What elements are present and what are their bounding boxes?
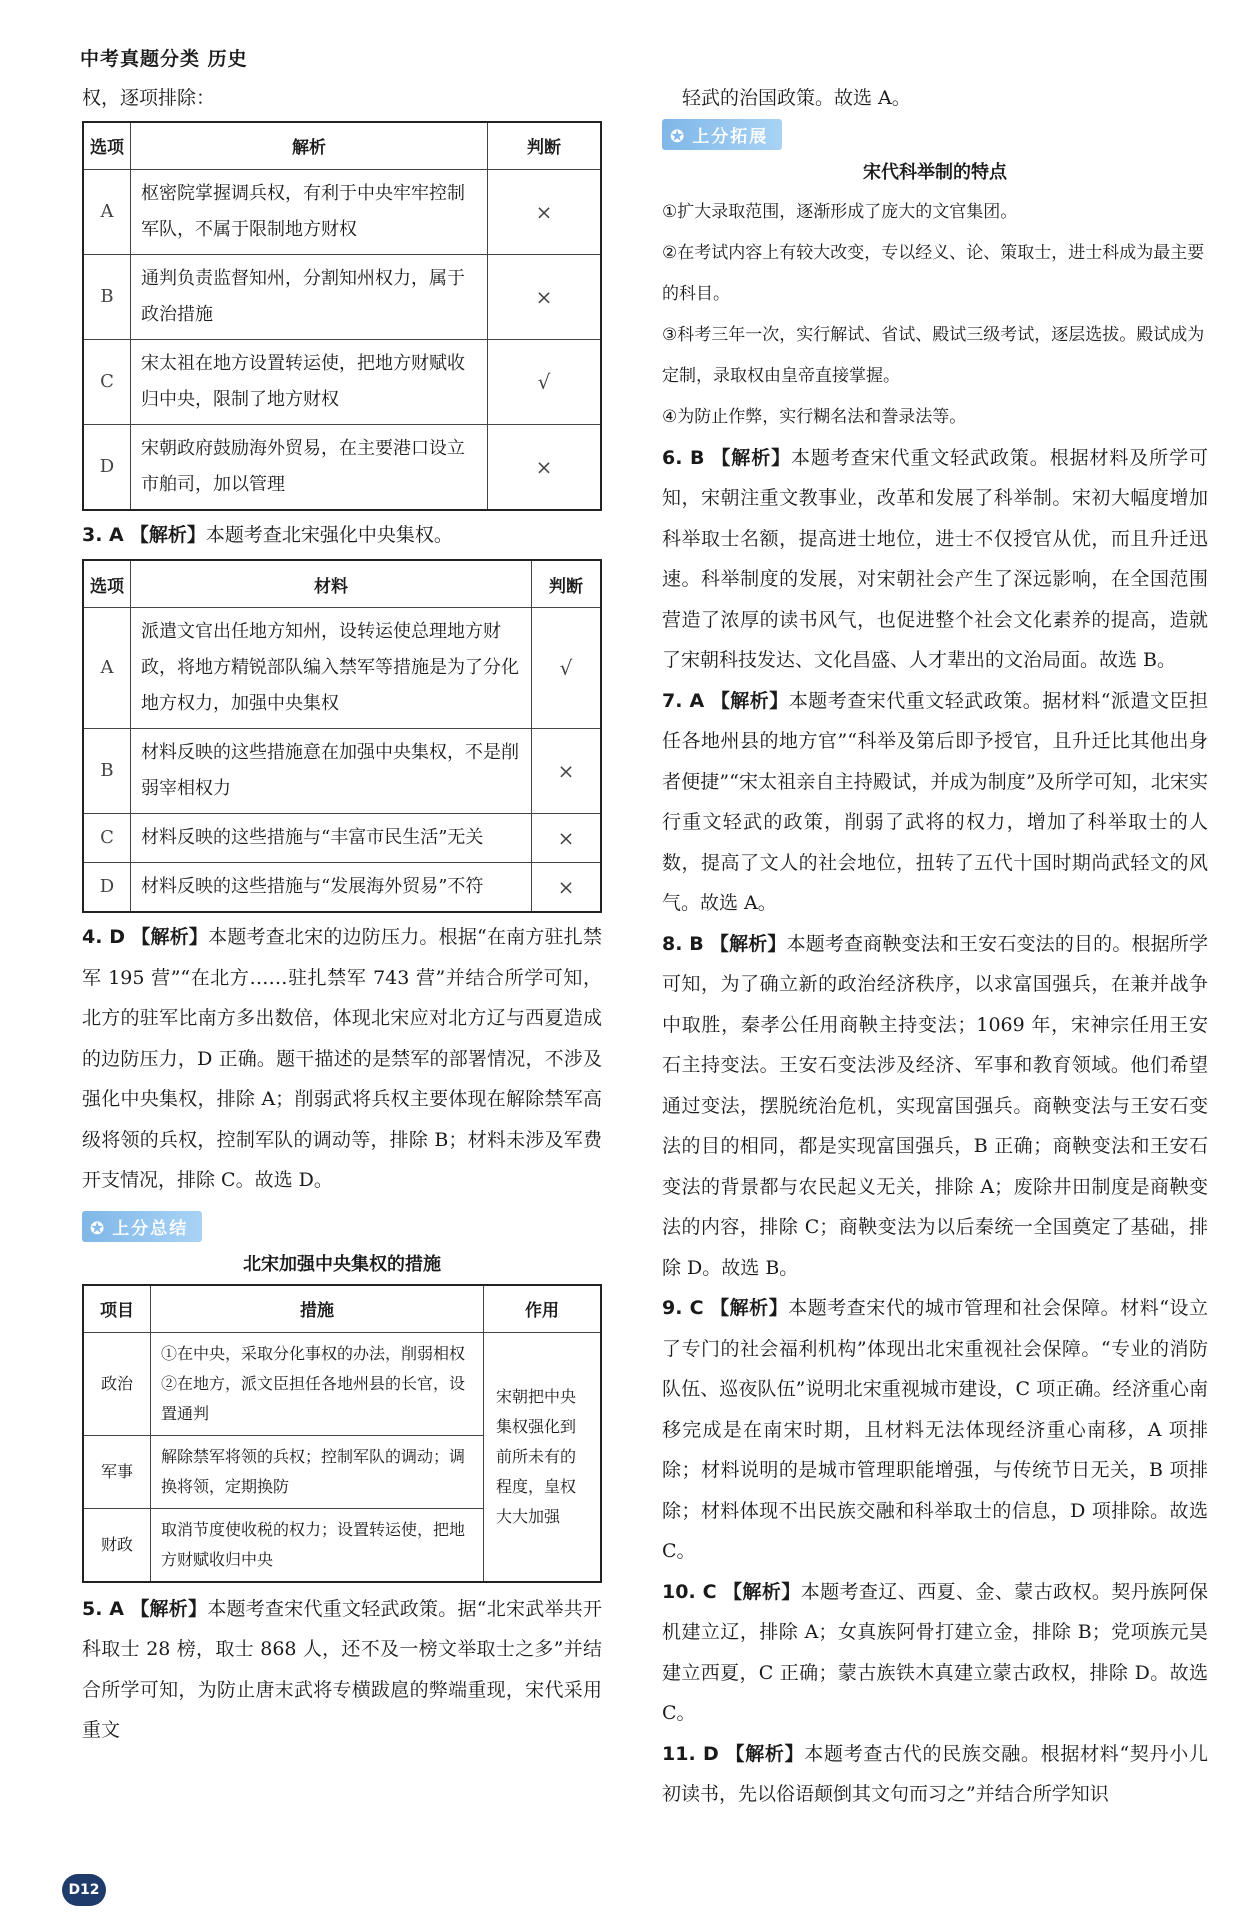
- summary-item-name: 军事: [83, 1435, 151, 1508]
- material-cell: 材料反映的这些措施与“丰富市民生活”无关: [131, 814, 532, 863]
- intro-text: 权，逐项排除：: [82, 87, 216, 109]
- answer-text: 本题考查宋代重文轻武政策。据材料“派遣文臣担任各地州县的地方官”“科举及第后即予授官，且升迁比其他出身者便捷”“宋太祖亲自主持殿试，并成为制度”及所学可知，北宋实行重文轻武的政策，削弱了武将的权力，增加了科举取士的人数，提高了文人的社会地位，扭转了五代十国时期尚武轻文的风气。故选 A。: [662, 689, 1208, 914]
- answer-3: [82, 515, 602, 556]
- answer-number: 10. C: [662, 1580, 717, 1603]
- answer-number: 7. A: [662, 689, 705, 712]
- left-column: [82, 78, 602, 1751]
- judge-mark: √: [532, 608, 602, 729]
- answer-number: 5. A: [82, 1597, 125, 1620]
- table-row: [83, 729, 601, 814]
- material-cell: 派遣文官出任地方知州，设转运使总理地方财政，将地方精锐部队编入禁军等措施是为了分化地方权力，加强中央集权: [131, 608, 532, 729]
- analysis-tag: 【解析】: [130, 1597, 208, 1620]
- answer-text: 本题考查宋代重文轻武政策。根据材料及所学可知，宋朝注重文教事业，改革和发展了科举制。宋初大幅度增加科举取士名额，提高进士地位，进士不仅授官从优，而且升迁迅速。科举制度的发展，对宋朝社会产生了深远影响，在全国范围营造了浓厚的读书风气，也促进整个社会文化素养的提高，造就了宋朝科技发达、文化昌盛、人才辈出的文治局面。故选 B。: [662, 446, 1208, 671]
- analysis-table-2: [82, 559, 602, 913]
- table2-header-material: 材料: [131, 560, 532, 608]
- summary-header-item: 项目: [83, 1285, 151, 1333]
- table-row: [83, 424, 601, 510]
- analysis-tag: 【解析】: [131, 926, 209, 948]
- table-row: [83, 863, 601, 913]
- answer-number: 8. B: [662, 932, 704, 955]
- summary-title: 北宋加强中央集权的措施: [243, 1253, 441, 1275]
- answer-number: 9. C: [662, 1297, 704, 1319]
- answer-9: [662, 1288, 1208, 1572]
- option-label: C: [83, 814, 131, 863]
- judge-mark: √: [488, 339, 602, 424]
- answer-number: 3. A: [82, 523, 124, 546]
- answer-11: [662, 1734, 1208, 1815]
- analysis-tag: 【解析】: [725, 1742, 805, 1765]
- table-row: [83, 608, 601, 729]
- list-item: ①扩大录取范围，逐渐形成了庞大的文官集团。: [662, 201, 1018, 222]
- analysis-tag: 【解析】: [710, 1297, 789, 1319]
- summary-measure-cell: 解除禁军将领的兵权；控制军队的调动；调换将领，定期换防: [151, 1435, 484, 1508]
- answer-number: 11. D: [662, 1742, 719, 1765]
- continued-text: 轻武的治国政策。故选 A。: [682, 87, 911, 109]
- list-item: ④为防止作弊，实行糊名法和誊录法等。: [662, 406, 967, 427]
- analysis-cell: 宋朝政府鼓励海外贸易，在主要港口设立市舶司，加以管理: [131, 424, 488, 510]
- material-cell: 材料反映的这些措施与“发展海外贸易”不符: [131, 863, 532, 913]
- list-item: ③科考三年一次，实行解试、省试、殿试三级考试，逐层选拔。殿试成为定制，录取权由皇帝直接掌握。: [662, 324, 1205, 386]
- expand-list: [662, 192, 1208, 438]
- table-row: [83, 339, 601, 424]
- material-cell: 材料反映的这些措施意在加强中央集权，不是削弱宰相权力: [131, 729, 532, 814]
- option-label: D: [83, 863, 131, 913]
- answer-text: 本题考查宋代重文轻武政策。据“北宋武举共开科取士 28 榜，取士 868 人，还不及一榜文举取士之多”并结合所学可知，为防止唐末武将专横跋扈的弊端重现，宋代采用重文: [82, 1597, 602, 1741]
- answer-text: 本题考查北宋的边防压力。根据“在南方驻扎禁军 195 营”“在北方……驻扎禁军 743 营”并结合所学可知，北方的驻军比南方多出数倍，体现北宋应对北方辽与西夏造成的边防压力，D 正确。题干描述的是禁军的部署情况，不涉及强化中央集权，排除 A；削弱武将兵权主要体现在解除禁军高级将领的兵权，控制军队的调动等，排除 B；材料未涉及军费开支情况，排除 C。故选 D。: [82, 926, 603, 1191]
- summary-effect: 宋朝把中央集权强化到前所未有的程度，皇权大大加强: [484, 1332, 602, 1582]
- judge-mark: ×: [488, 254, 602, 339]
- answer-5: [82, 1589, 602, 1751]
- answer-number: 4. D: [82, 926, 126, 948]
- star-icon: ✪: [90, 1218, 107, 1239]
- table-row: [83, 1332, 601, 1435]
- list-item: ②在考试内容上有较大改变，专以经义、论、策取士，进士科成为最主要的科目。: [662, 242, 1205, 304]
- table1-header-judge: 判断: [488, 122, 602, 170]
- table1-header-analysis: 解析: [131, 122, 488, 170]
- answer-text: 本题考查古代的民族交融。根据材料“契丹小儿初读书，先以俗语颠倒其文句而习之”并结合所学知识: [662, 1742, 1208, 1805]
- table-row: [83, 169, 601, 254]
- page-header: 中考真题分类 历史: [80, 48, 248, 70]
- summary-measure-cell: 取消节度使收税的权力；设置转运使，把地方财赋收归中央: [151, 1508, 484, 1582]
- answer-text: 本题考查商鞅变法和王安石变法的目的。根据所学可知，为了确立新的政治经济秩序，以求富国强兵，在兼并战争中取胜，秦孝公任用商鞅主持变法；1069 年，宋神宗任用王安石主持变法。王安石变法涉及经济、军事和教育领域。他们希望通过变法，摆脱统治危机，实现富国强兵。商鞅变法与王安石变法的目的相同，都是实现富国强兵，B 正确；商鞅变法和王安石变法的背景都与农民起义无关，排除 A；废除井田制度是商鞅变法的内容，排除 C；商鞅变法为以后秦统一全国奠定了基础，排除 D。故选 B。: [662, 932, 1208, 1279]
- answer-6: [662, 438, 1208, 681]
- summary-item-name: 政治: [83, 1332, 151, 1435]
- table2-header-option: 选项: [83, 560, 131, 608]
- analysis-tag: 【解析】: [709, 932, 787, 955]
- answer-number: 6. B: [662, 446, 705, 469]
- right-column: [662, 78, 1208, 1815]
- answer-4: [82, 917, 602, 1201]
- summary-table: [82, 1284, 602, 1583]
- table1-header-option: 选项: [83, 122, 131, 170]
- judge-mark: ×: [532, 863, 602, 913]
- option-label: B: [83, 254, 131, 339]
- measure-line: ①在中央，采取分化事权的办法，削弱相权: [161, 1343, 466, 1363]
- measure-line: ②在地方，派文臣担任各地州县的长官，设置通判: [161, 1373, 466, 1423]
- table-row: [83, 814, 601, 863]
- option-label: D: [83, 424, 131, 510]
- judge-mark: ×: [532, 814, 602, 863]
- analysis-cell: 宋太祖在地方设置转运使，把地方财赋收归中央，限制了地方财权: [131, 339, 488, 424]
- analysis-tag: 【解析】: [129, 523, 206, 546]
- analysis-tag: 【解析】: [710, 689, 789, 712]
- answer-8: [662, 924, 1208, 1289]
- analysis-cell: 枢密院掌握调兵权，有利于中央牢牢控制军队，不属于限制地方财权: [131, 169, 488, 254]
- table2-header-judge: 判断: [532, 560, 602, 608]
- answer-7: [662, 681, 1208, 924]
- star-icon: ✪: [670, 126, 687, 147]
- option-label: A: [83, 608, 131, 729]
- summary-header-measures: 措施: [151, 1285, 484, 1333]
- summary-item-name: 财政: [83, 1508, 151, 1582]
- option-label: C: [83, 339, 131, 424]
- table-row: [83, 254, 601, 339]
- answer-text: 本题考查北宋强化中央集权。: [205, 523, 453, 546]
- answer-text: 本题考查宋代的城市管理和社会保障。材料“设立了专门的社会福利机构”体现出北宋重视社会保障。“专业的消防队伍、巡夜队伍”说明北宋重视城市建设，C 项正确。经济重心南移完成是在南宋时期，且材料无法体现经济重心南移，A 项排除；材料说明的是城市管理职能增强，与传统节日无关，B 项排除；材料体现不出民族交融和科举取士的信息，D 项排除。故选 C。: [662, 1297, 1208, 1562]
- summary-badge: [82, 1211, 202, 1242]
- expand-badge: [662, 119, 782, 150]
- analysis-table-1: [82, 121, 602, 511]
- analysis-cell: 通判负责监督知州，分割知州权力，属于政治措施: [131, 254, 488, 339]
- analysis-tag: 【解析】: [723, 1580, 801, 1603]
- page-number: D12: [62, 1874, 106, 1906]
- summary-measure-cell: [151, 1332, 484, 1435]
- expand-badge-label: 上分拓展: [692, 126, 769, 147]
- option-label: B: [83, 729, 131, 814]
- expand-title: 宋代科举制的特点: [863, 161, 1007, 183]
- option-label: A: [83, 169, 131, 254]
- judge-mark: ×: [488, 424, 602, 510]
- judge-mark: ×: [488, 169, 602, 254]
- summary-badge-label: 上分总结: [112, 1218, 189, 1239]
- answer-10: [662, 1572, 1208, 1734]
- judge-mark: ×: [532, 729, 602, 814]
- analysis-tag: 【解析】: [711, 446, 791, 469]
- summary-header-effect: 作用: [484, 1285, 602, 1333]
- answer-text: 本题考查辽、西夏、金、蒙古政权。契丹族阿保机建立辽，排除 A；女真族阿骨打建立金，排除 B；党项族元昊建立西夏，C 正确；蒙古族铁木真建立蒙古政权，排除 D。故选 C。: [662, 1580, 1208, 1724]
